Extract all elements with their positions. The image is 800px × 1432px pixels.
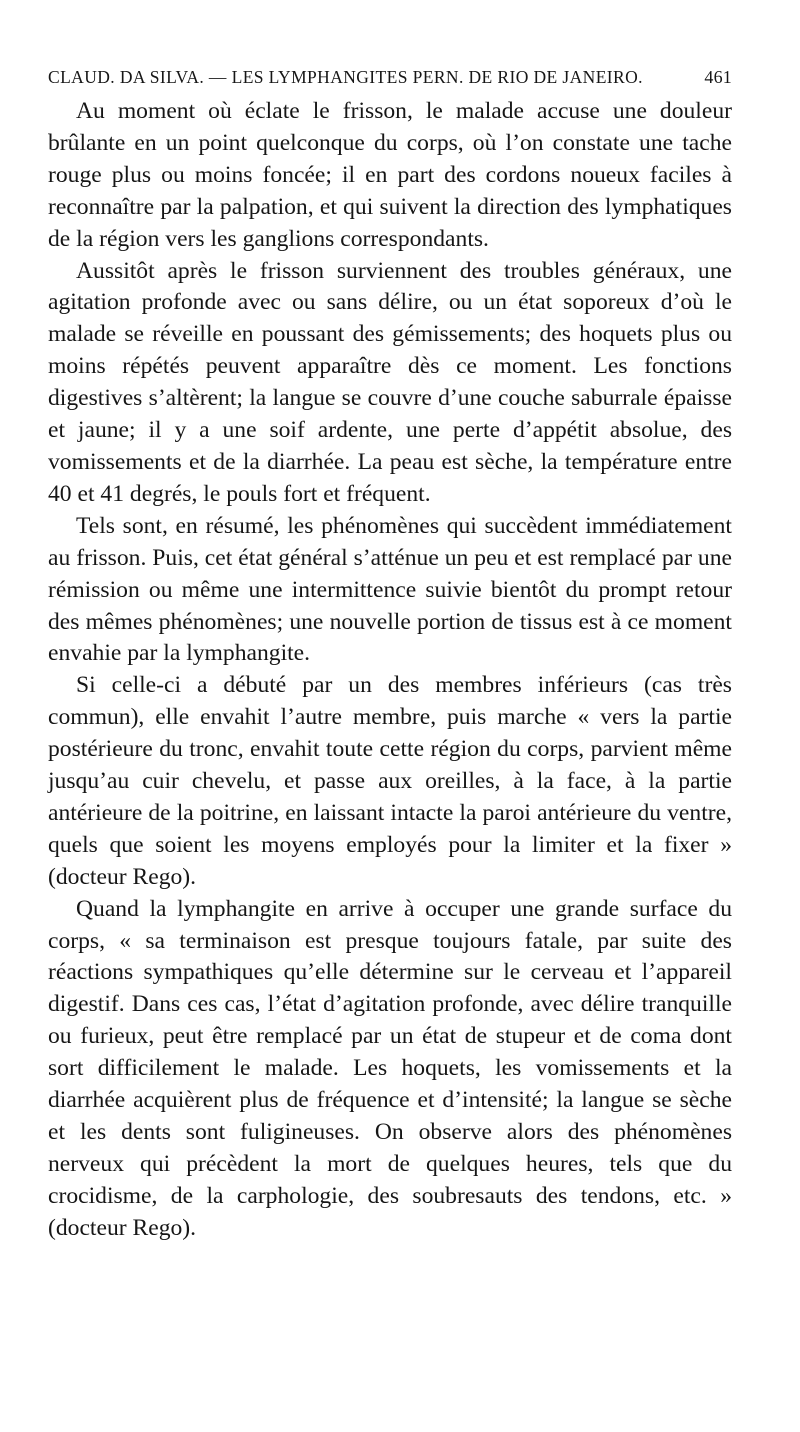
running-head [48,62,732,92]
page-number: 461 [704,67,732,87]
paragraph: Au moment où éclate le frisson, le malade accuse une douleur brûlante en un point quelconque du corps, où l’on constate une tache rouge plus ou moins foncée; il en part des cordons noueux faciles à reconnaître par la palpation, et qui suivent la direction des lymphatiques de la région vers les ganglions correspondants. [48,98,732,252]
paragraph: Tels sont, en résumé, les phénomènes qui succèdent immédiatement au frisson. Puis, cet état général s’atténue un peu et est remplacé par une rémission ou même une intermittence suivie bientôt du prompt retour des mêmes phénomènes; une nouvelle portion de tissus est à ce moment envahie par la lymphangite. [48,512,732,667]
running-title: CLAUD. DA SILVA. — LES LYMPHANGITES PERN. DE RIO DE JANEIRO. [48,67,643,87]
paragraph: Quand la lymphangite en arrive à occuper une grande surface du corps, « sa terminaison est presque toujours fatale, par suite des réactions sympathiques qu’elle détermine sur le cerveau et l’appareil digestif. Dans ces cas, l’état d’agitation profonde, avec délire tranquille ou furieux, peut être remplacé par un état de stupeur et de coma dont sort difficilement le malade. Les hoquets, les vomissements et la diarrhée acquièrent plus de fréquence et d’intensité; la langue se sèche et les dents sont fuligineuses. On observe alors des phénomènes nerveux qui précèdent la mort de quelques heures, tels que du crocidisme, de la carphologie, des soubresauts des tendons, etc. » (docteur Rego). [48,895,732,1241]
book-page [48,62,732,1245]
body-text [48,96,732,1245]
paragraph: Aussitôt après le frisson surviennent des troubles généraux, une agitation profonde avec ou sans délire, ou un état soporeux d’où le malade se réveille en poussant des gémissements; des hoquets plus ou moins répétés peuvent apparaître dès ce moment. Les fonctions digestives s’altèrent; la langue se couvre d’une couche saburrale épaisse et jaune; il y a une soif ardente, une perte d’appétit absolue, des vomissements et de la diarrhée. La peau est sèche, la température entre 40 et 41 degrés, le pouls fort et fréquent. [48,257,732,507]
paragraph: Si celle-ci a débuté par un des membres inférieurs (cas très commun), elle envahit l’autre membre, puis marche « vers la partie postérieure du tronc, envahit toute cette région du corps, parvient même jusqu’au cuir chevelu, et passe aux oreilles, à la face, à la partie antérieure de la poitrine, en laissant intacte la paroi antérieure du ventre, quels que soient les moyens employés pour la limiter et la fixer » (docteur Rego). [48,672,732,890]
